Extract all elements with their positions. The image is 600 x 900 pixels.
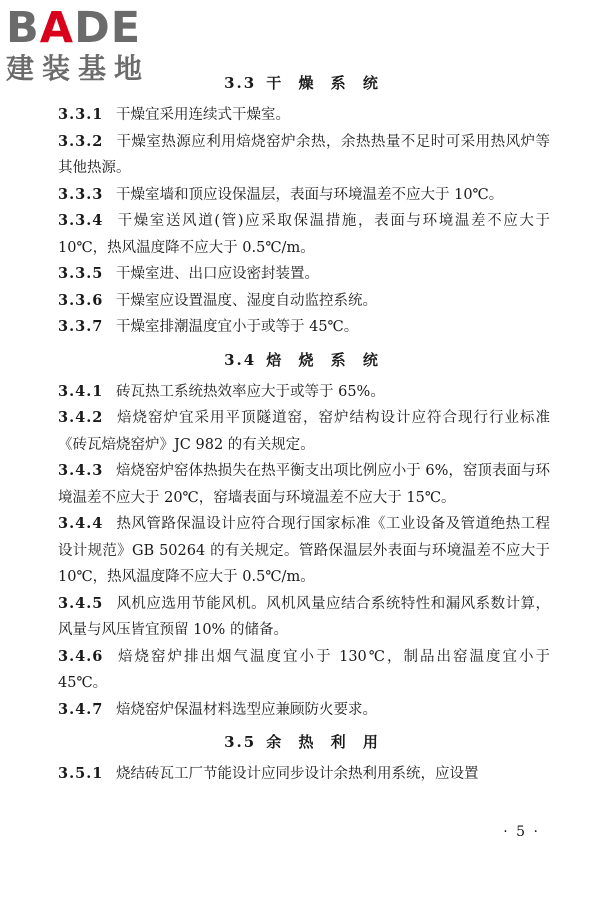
clause-text: 焙烧窑炉宜采用平顶隧道窑，窑炉结构设计应符合现行行业标准《砖瓦焙烧窑炉》JC 982 的有关规定。 <box>58 410 550 453</box>
section-number: 3.5 <box>224 733 257 751</box>
section-title <box>58 341 550 379</box>
page-number: · 5 · <box>503 824 540 840</box>
clause-paragraph <box>58 458 550 511</box>
section-title <box>58 64 550 102</box>
clause-number: 3.3.3 <box>58 185 104 203</box>
clause-text: 风机应选用节能风机。风机风量应结合系统特性和漏风系数计算，风量与风压皆宜预留 10% 的储备。 <box>58 595 550 638</box>
clause-number: 3.4.5 <box>58 594 104 612</box>
logo-subtitle: 建装基地 <box>6 52 151 85</box>
clause-number: 3.4.4 <box>58 515 104 532</box>
clause-number: 3.4.1 <box>58 382 104 400</box>
section-title-text: 焙 烧 系 统 <box>266 350 384 369</box>
logo-wordmark: BADE <box>6 3 142 53</box>
clause-number: 3.3.5 <box>58 265 104 282</box>
clause-text: 干燥室应设置温度、湿度自动监控系统。 <box>116 292 377 309</box>
clause-text: 干燥室送风道(管)应采取保温措施，表面与环境温差不应大于 10℃，热风温度降不应大于 0.5℃/m。 <box>58 213 550 256</box>
section-number: 3.3 <box>224 74 257 92</box>
clause-paragraph <box>58 379 550 406</box>
clause-paragraph <box>58 405 550 458</box>
clause-text: 焙烧窑炉保温材料选型应兼顾防火要求。 <box>116 701 377 718</box>
clause-paragraph <box>58 511 550 591</box>
clause-text: 烧结砖瓦工厂节能设计应同步设计余热利用系统，应设置 <box>116 766 479 782</box>
clause-number: 3.4.7 <box>58 700 104 718</box>
clause-paragraph <box>58 208 550 261</box>
clause-paragraph <box>58 129 550 182</box>
clause-paragraph <box>58 288 550 315</box>
clause-text: 干燥宜采用连续式干燥室。 <box>116 107 290 123</box>
clause-paragraph <box>58 261 550 288</box>
section-title <box>58 723 550 761</box>
clause-text: 热风管路保温设计应符合现行国家标准《工业设备及管道绝热工程设计规范》GB 50264 的有关规定。管路保温层外表面与环境温差不应大于 10℃，热风温度降不应大于 0.5℃/m。 <box>58 516 550 585</box>
section-title-text: 干 燥 系 统 <box>266 74 384 92</box>
clause-paragraph <box>58 697 550 724</box>
clause-text: 干燥室进、出口应设密封装置。 <box>116 266 319 282</box>
clause-paragraph <box>58 314 550 341</box>
clause-paragraph <box>58 102 550 129</box>
clause-text: 干燥室墙和顶应设保温层，表面与环境温差不应大于 10℃。 <box>116 186 504 203</box>
clause-number: 3.3.4 <box>58 212 104 229</box>
clause-text: 焙烧窑炉窑体热损失在热平衡支出项比例应小于 6%，窑顶表面与环境温差不应大于 20℃，窑墙表面与环境温差不应大于 15℃。 <box>58 463 550 506</box>
clause-text: 焙烧窑炉排出烟气温度宜小于 130℃，制品出窑温度宜小于 45℃。 <box>58 648 550 691</box>
clause-text: 干燥室热源应利用焙烧窑炉余热，余热热量不足时可采用热风炉等其他热源。 <box>58 133 550 176</box>
clause-number: 3.3.1 <box>58 106 104 123</box>
clause-paragraph <box>58 591 550 644</box>
clause-paragraph <box>58 182 550 209</box>
clause-text: 砖瓦热工系统热效率应大于或等于 65%。 <box>116 383 385 400</box>
clause-number: 3.4.2 <box>58 409 104 426</box>
clause-number: 3.3.7 <box>58 318 104 335</box>
document-body <box>58 64 550 788</box>
clause-number: 3.4.3 <box>58 462 104 479</box>
clause-number: 3.5.1 <box>58 765 104 782</box>
clause-number: 3.4.6 <box>58 647 104 665</box>
clause-number: 3.3.2 <box>58 132 104 150</box>
clause-text: 干燥室排潮温度宜小于或等于 45℃。 <box>116 319 359 335</box>
section-number: 3.4 <box>224 350 257 369</box>
clause-number: 3.3.6 <box>58 291 104 309</box>
clause-paragraph <box>58 644 550 697</box>
section-title-text: 余 热 利 用 <box>266 733 384 751</box>
clause-paragraph <box>58 761 550 788</box>
